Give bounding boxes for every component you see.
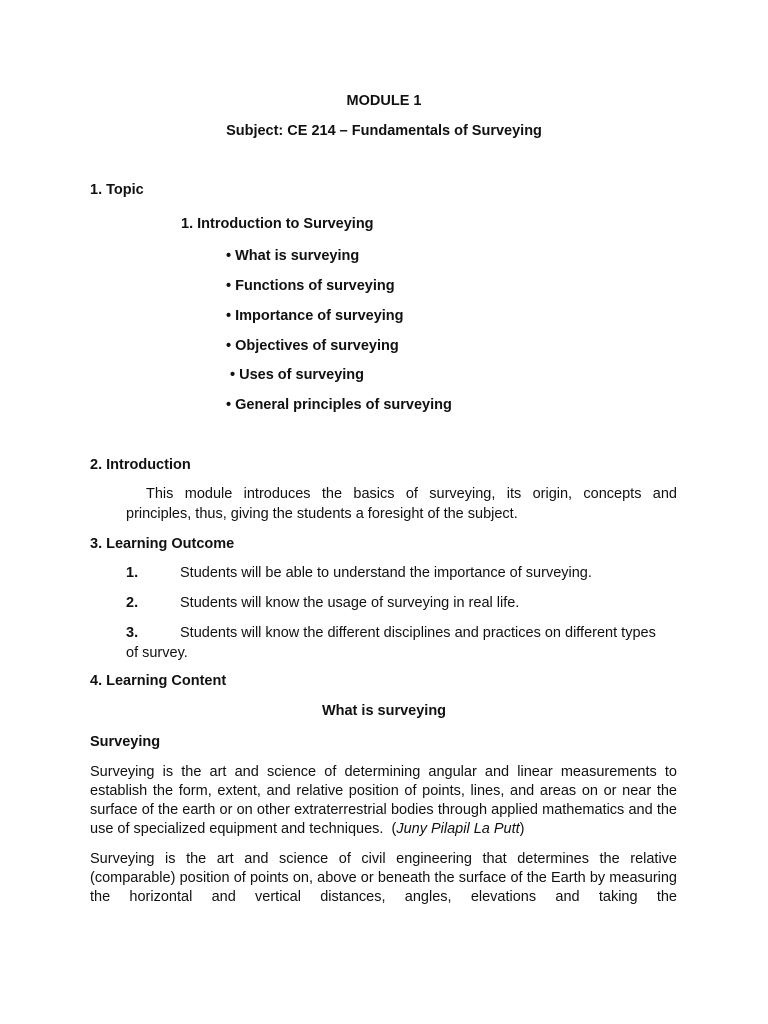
outcome-number: 1. [126,565,139,581]
topic-item: • Uses of surveying [230,367,365,383]
topic-item: • General principles of surveying [226,397,452,413]
module-title: MODULE 1 [346,93,422,109]
topic-item: • Objectives of surveying [226,338,399,354]
definition-paragraph-1 [90,763,677,839]
outcome-number: 3. [126,625,139,641]
definition-paragraph-2: Surveying is the art and science of civil engineering that determines the relative (comparable) position of points on, above or beneath the surface of the Earth by measuring the horizontal and vertical distances, angles, elevations and taking the [90,851,677,905]
introduction-line-2: principles, thus, giving the students a foresight of the subject. [126,506,518,522]
outcome-text: Students will know the usage of surveying in real life. [180,595,520,611]
section-title: What is surveying [321,703,447,719]
outcome-number: 2. [126,595,139,611]
learning-content-heading: 4. Learning Content [90,673,227,689]
introduction-heading: 2. Introduction [90,457,191,473]
topic-item: • Functions of surveying [226,278,395,294]
learning-outcome-heading: 3. Learning Outcome [90,536,235,552]
outcome-text: Students will know the different disciplines and practices on different types [180,625,656,641]
definition-text: Surveying is the art and science of determining angular and linear measurements to establish the form, extent, and relative position of points, lines, and areas on or near the surface of the earth or on other extraterrestrial bodies through applied mathematics and the use of specialized equipment and techniques. [90,764,677,837]
citation-author: Juny Pilapil La Putt [396,821,520,837]
outcome-item [126,624,656,643]
outcome-continuation: of survey. [126,645,188,661]
topic-item: • What is surveying [226,248,360,264]
outcome-item [126,594,519,613]
topic-heading: 1. Topic [90,182,144,198]
citation-close: ) [519,821,525,837]
citation-open: ( [391,821,397,837]
topic-item: • Importance of surveying [226,308,404,324]
surveying-subheading: Surveying [90,734,161,750]
subject-title: Subject: CE 214 – Fundamentals of Surveying [226,123,542,139]
outcome-item [126,564,592,583]
topic-subheading: 1. Introduction to Surveying [181,216,374,232]
introduction-line-1: This module introduces the basics of surveying, its origin, concepts and [146,486,677,502]
outcome-text: Students will be able to understand the importance of surveying. [180,565,592,581]
